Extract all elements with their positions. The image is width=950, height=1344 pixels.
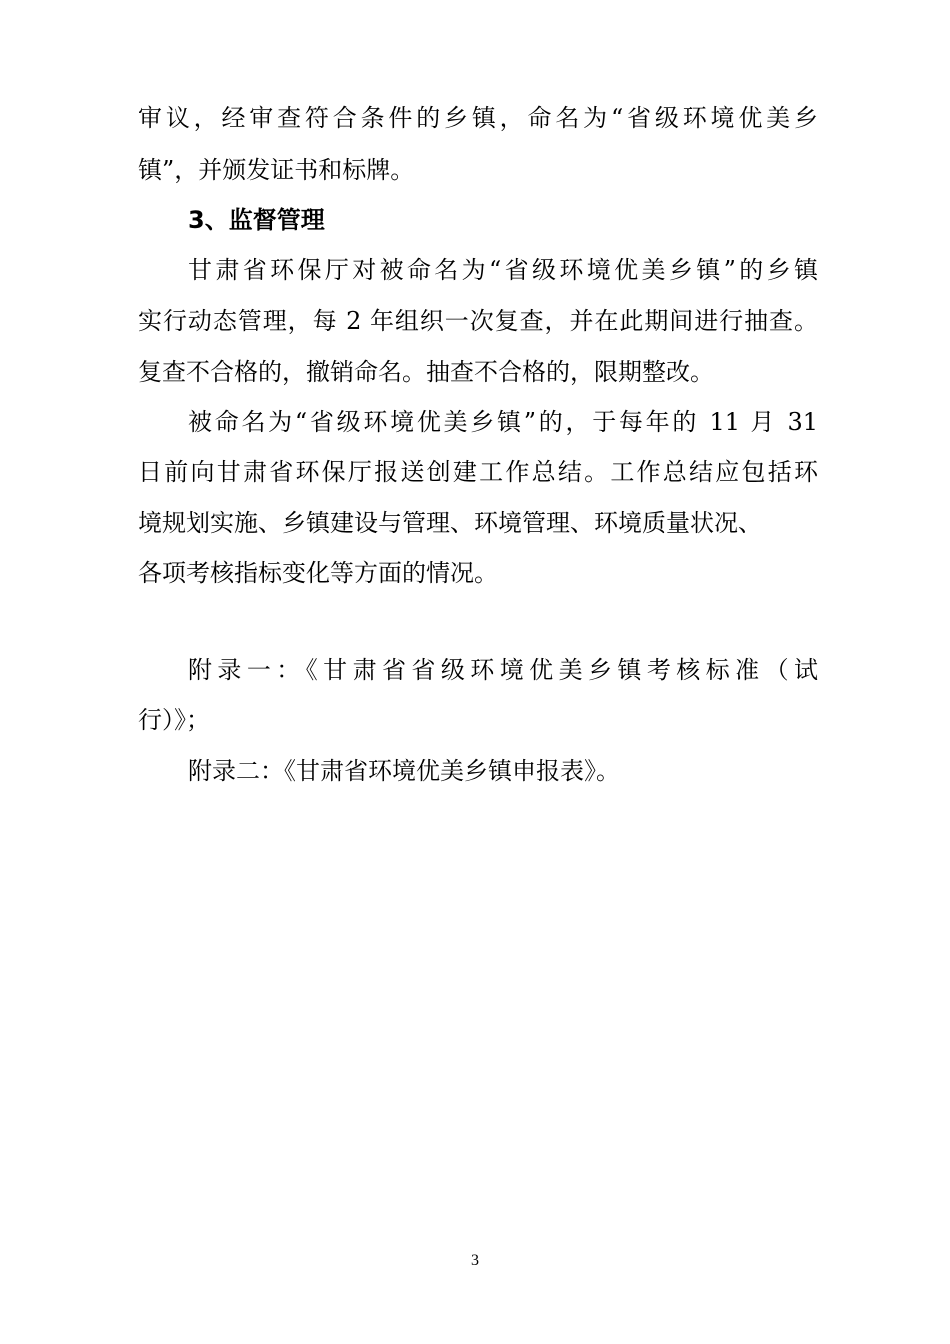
appendix-1-line-1: 附录一：《甘肃省省级环境优美乡镇考核标准（试 [188, 656, 818, 684]
paragraph-1-line-2: 镇”，并颁发证书和标牌。 [138, 156, 415, 184]
paragraph-3-line-3: 境规划实施、乡镇建设与管理、环境管理、环境质量状况、 [138, 509, 762, 537]
appendix-2: 附录二：《甘肃省环境优美乡镇申报表》。 [188, 757, 620, 785]
paragraph-1-line-1: 审议，经审查符合条件的乡镇，命名为“省级环境优美乡 [138, 104, 818, 132]
paragraph-3-line-4: 各项考核指标变化等方面的情况。 [138, 559, 498, 587]
paragraph-2-line-3: 复查不合格的，撤销命名。抽查不合格的，限期整改。 [138, 358, 714, 386]
paragraph-2-line-2: 实行动态管理，每 2 年组织一次复查，并在此期间进行抽查。 [138, 307, 818, 335]
paragraph-2-line-1: 甘肃省环保厅对被命名为“省级环境优美乡镇”的乡镇 [188, 256, 818, 284]
appendix-1-line-2: 行）》； [138, 706, 210, 734]
paragraph-3-line-1: 被命名为“省级环境优美乡镇”的，于每年的 11 月 31 [188, 408, 818, 436]
page-number: 3 [471, 1252, 479, 1269]
section-heading-supervision: 3、监督管理 [188, 206, 325, 234]
paragraph-3-line-2: 日前向甘肃省环保厅报送创建工作总结。工作总结应包括环 [138, 458, 818, 486]
